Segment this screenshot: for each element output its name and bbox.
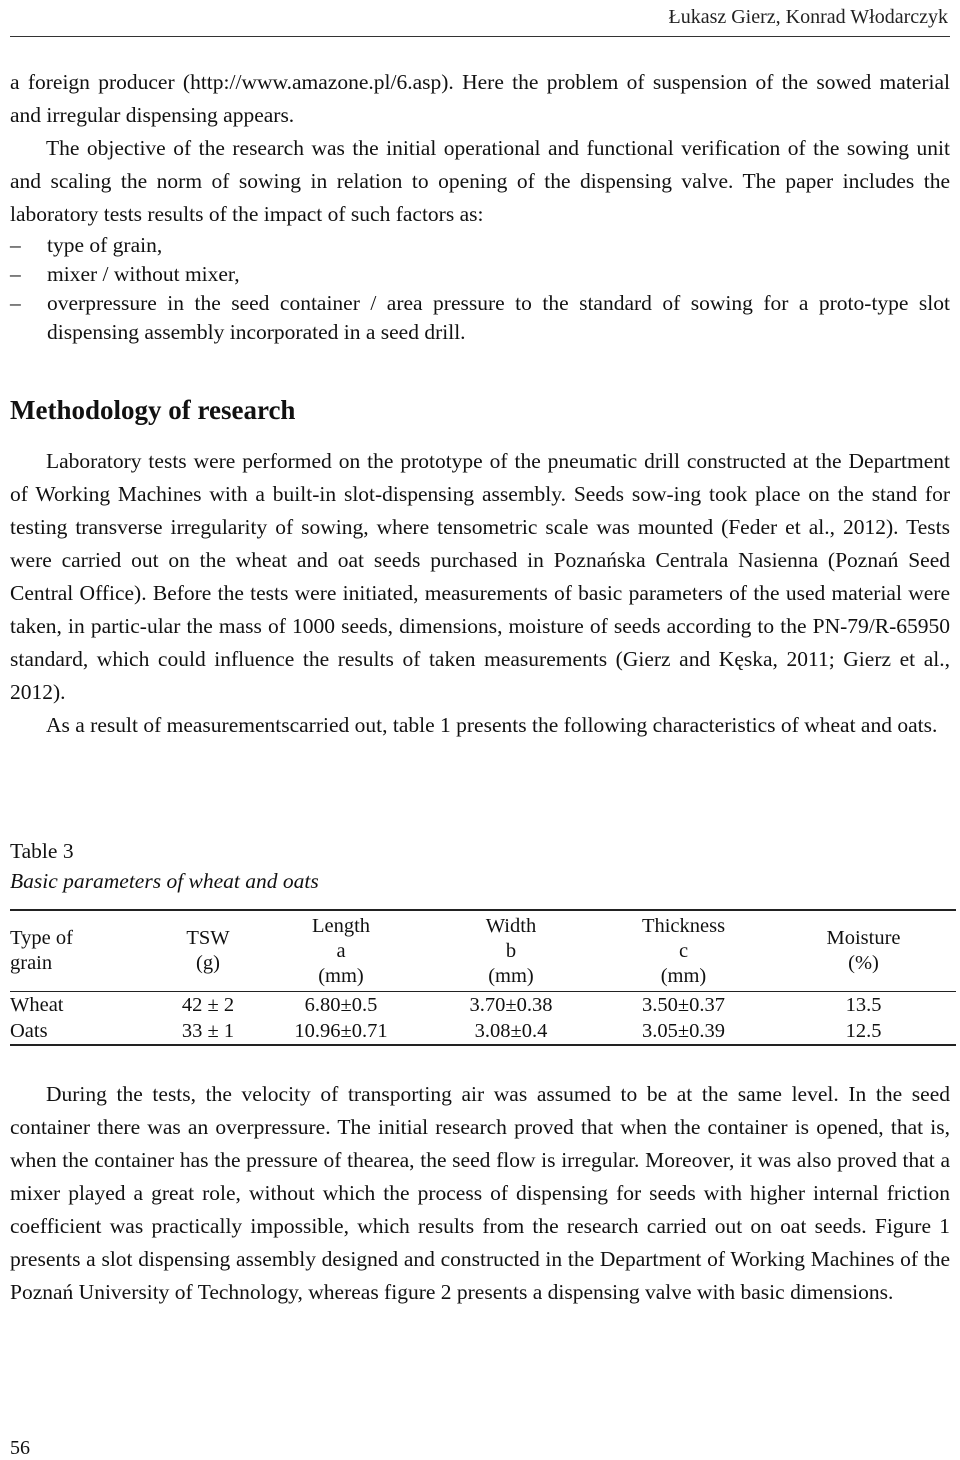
intro-paragraph-2: The objective of the research was the initial operational and functional verification of the sowing unit and scaling the norm of sowing in relation to opening of the dispensing valve. The paper includes the laboratory tests results of the impact of such factors as: — [10, 136, 950, 226]
list-item — [10, 231, 950, 260]
table-row — [10, 992, 956, 1019]
cell-thickness: 3.50±0.37 — [641, 994, 725, 1016]
table-caption: Basic parameters of wheat and oats — [10, 869, 319, 893]
cell-grain: Oats — [10, 1020, 48, 1042]
factor-list — [10, 231, 950, 347]
dash-bullet-icon: – — [10, 291, 21, 315]
header-rule — [10, 36, 950, 37]
header-moisture: Moisture (%) — [826, 927, 901, 974]
intro-section — [10, 66, 950, 347]
results-section — [10, 1078, 950, 1309]
list-item — [10, 260, 950, 289]
table-header-row — [10, 910, 956, 992]
list-item-text: overpressure in the seed container / area pressure to the standard of sowing for a proto-type slot dispensing assembly incorporated in a seed drill. — [47, 291, 950, 344]
section-title: Methodology of research — [10, 395, 296, 425]
header-width: Width b (mm) — [485, 914, 537, 987]
cell-width: 3.70±0.38 — [469, 994, 553, 1016]
running-header: Łukasz Gierz, Konrad Włodarczyk — [668, 6, 948, 28]
methodology-section — [10, 445, 950, 742]
header-tsw: TSW (g) — [186, 927, 230, 974]
cell-length: 6.80±0.5 — [304, 994, 378, 1016]
list-item-text: type of grain, — [47, 233, 163, 257]
page — [10, 0, 950, 1460]
cell-length: 10.96±0.71 — [294, 1020, 388, 1042]
results-paragraph-1: During the tests, the velocity of transporting air was assumed to be at the same level. In the seed container there was an overpressure. The initial research proved that when the container is opened, that is, when the container has the pressure of thearea, the seed flow is irregular. Moreover, it was also proved that a mixer played a great role, without which the process of dispensing for seeds with higher internal friction coefficient was practically impossible, which results from the research carried out on oat seeds. Figure 1 presents a slot dispensing assembly designed and constructed in the Department of Working Machines of the Poznań University of Technology, whereas figure 2 presents a dispensing valve with basic dimensions. — [10, 1082, 950, 1304]
header-length: Length a (mm) — [311, 914, 371, 987]
table-row — [10, 1018, 956, 1045]
dash-bullet-icon: – — [10, 233, 21, 257]
intro-paragraph-1: a foreign producer (http://www.amazone.pl/6.asp). Here the problem of suspension of the sowed material and irregular dispensing appears. — [10, 70, 950, 127]
cell-width: 3.08±0.4 — [474, 1020, 548, 1042]
cell-grain: Wheat — [10, 994, 64, 1016]
cell-thickness: 3.05±0.39 — [641, 1020, 725, 1042]
list-item-text: mixer / without mixer, — [47, 262, 240, 286]
methodology-paragraph-2: As a result of measurementscarried out, table 1 presents the following characteristics of wheat and oats. — [46, 713, 938, 737]
header-type-of-grain: Type of grain — [10, 927, 73, 974]
methodology-paragraph-1: Laboratory tests were performed on the prototype of the pneumatic drill constructed at the Department of Working Machines with a built-in slot-dispensing assembly. Seeds sow-ing took place on the stand for testing transverse irregularity of sowing, where tensometric scale was mounted (Feder et al., 2012). Tests were carried out on the wheat and oat seeds purchased in Poznańska Centrala Nasienna (Poznań Seed Central Office). Before the tests were initiated, measurements of basic parameters of the used material were taken, in partic-ular the mass of 1000 seeds, dimensions, moisture of seeds according to the PN-79/R-65950 standard, which could influence the results of taken measurements (Gierz and Kęska, 2011; Gierz et al., 2012). — [10, 449, 950, 704]
cell-tsw: 33 ± 1 — [181, 1020, 235, 1042]
list-item — [10, 289, 950, 347]
page-number: 56 — [10, 1437, 30, 1459]
cell-tsw: 42 ± 2 — [181, 994, 235, 1016]
parameters-table — [10, 909, 956, 1046]
table-label: Table 3 — [10, 839, 74, 863]
cell-moisture: 13.5 — [845, 994, 882, 1016]
dash-bullet-icon: – — [10, 262, 21, 286]
header-thickness: Thickness c (mm) — [641, 914, 726, 987]
cell-moisture: 12.5 — [845, 1020, 882, 1042]
